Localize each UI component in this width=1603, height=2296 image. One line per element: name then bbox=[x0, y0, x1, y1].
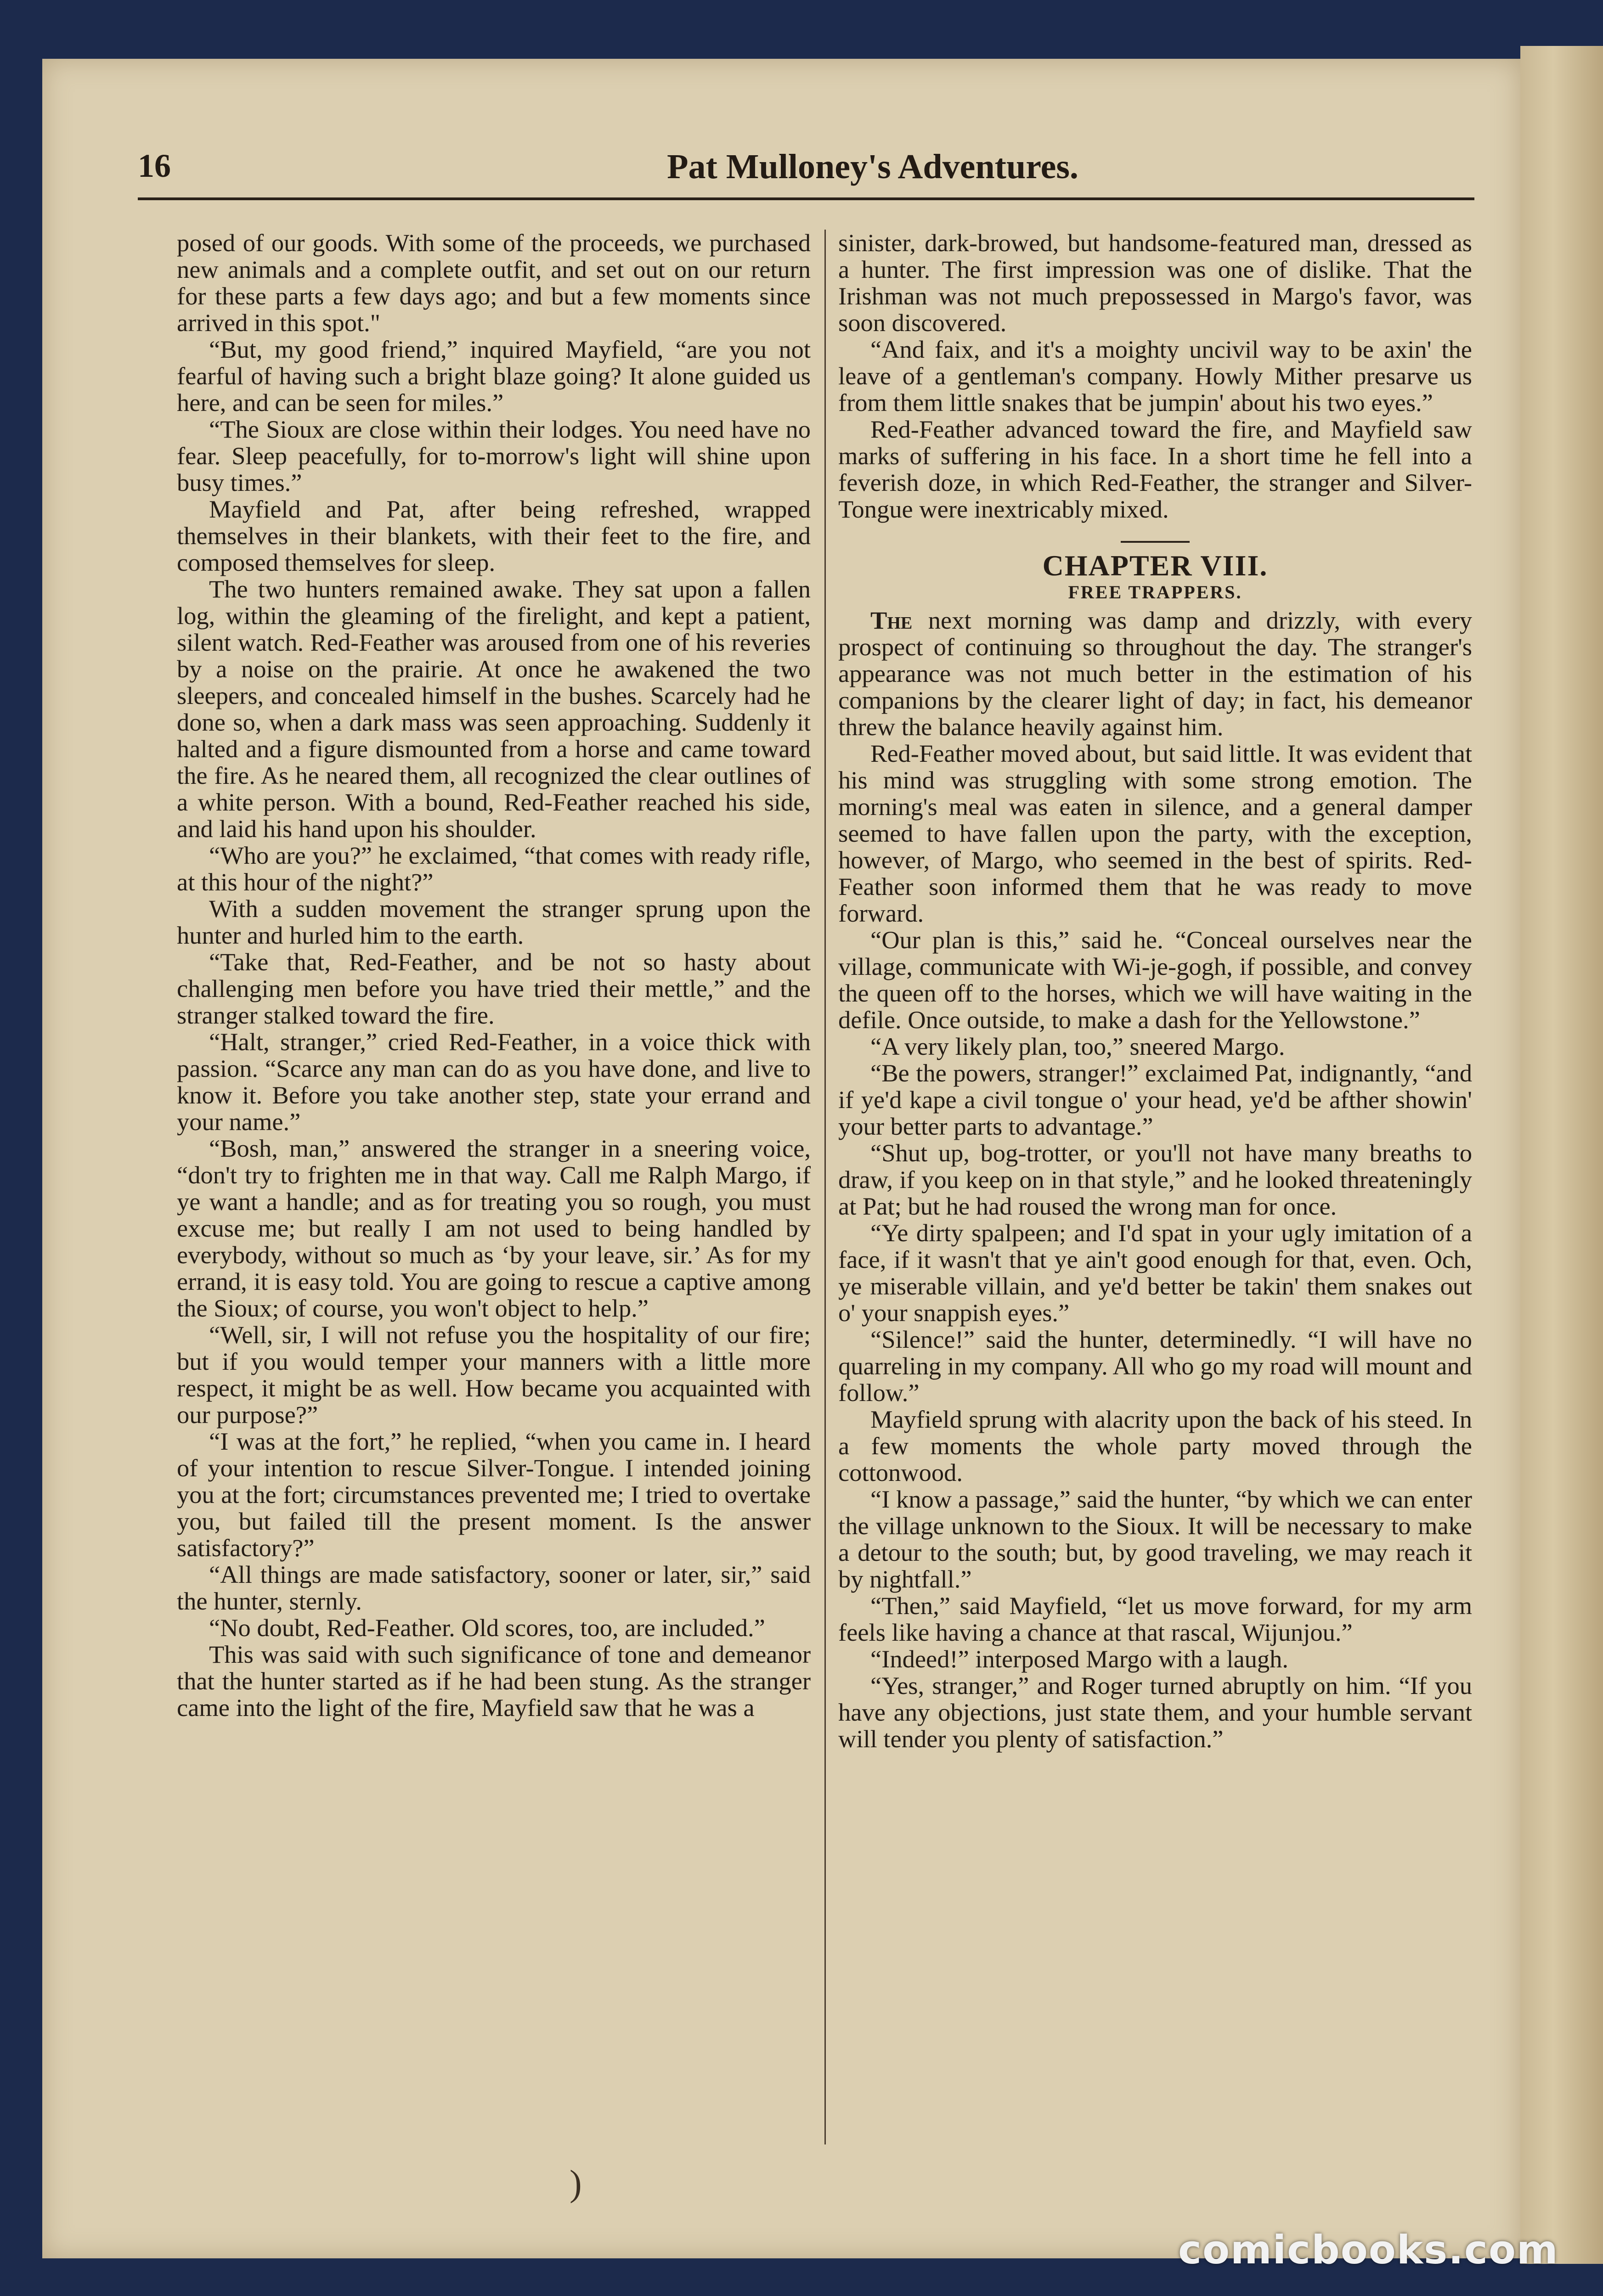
paragraph: With a sudden movement the stranger sprung upon the hunter and hurled him to the earth. bbox=[177, 895, 811, 949]
paragraph: “Silence!” said the hunter, determinedly. “I will have no quarreling in my company. All who go my road will mount and follow.” bbox=[838, 1325, 1472, 1407]
page-header bbox=[138, 92, 1470, 186]
paragraph: “Halt, stranger,” cried Red-Feather, in a voice thick with passion. “Scarce any man can do as you have done, and live to know it. Before you take another step, state your errand and your name.” bbox=[177, 1028, 811, 1136]
paragraph: “But, my good friend,” inquired Mayfield, “are you not fearful of having such a bright blaze going? It alone guided us here, and can be seen for miles.” bbox=[177, 335, 811, 416]
drop-word: The bbox=[870, 606, 913, 634]
paragraph: “Shut up, bog-trotter, or you'll not have many breaths to draw, if you keep on in that style,” and he looked threateningly at Pat; but he had roused the wrong man for once. bbox=[838, 1139, 1472, 1220]
paragraph: “Who are you?” he exclaimed, “that comes with ready rifle, at this hour of the night?” bbox=[177, 841, 811, 896]
paragraph: “Take that, Red-Feather, and be not so hasty about challenging men before you have tried their mettle,” and the stranger stalked toward the fire. bbox=[177, 948, 811, 1029]
chapter-title: CHAPTER VIII. bbox=[1042, 549, 1268, 582]
paragraph: “I was at the fort,” he replied, “when you came in. I heard of your intention to rescue Silver-Tongue. I intended joining you at the fort; circumstances prevented me; I tried to overtake you, but failed till the present moment. Is the answer satisfactory?” bbox=[177, 1427, 811, 1562]
paragraph: “Be the powers, stranger!” exclaimed Pat, indignantly, “and if ye'd kape a civil tongue o' your head, ye'd be afther showin' your better parts to advantage.” bbox=[838, 1059, 1472, 1140]
paragraph: posed of our goods. With some of the proceeds, we purchased new animals and a complete outfit, and set out on our return for these parts a few days ago; and but a few moments since arrived in this spot." bbox=[177, 229, 811, 337]
chapter-heading bbox=[838, 541, 1472, 603]
paragraph: Mayfield and Pat, after being refreshed, wrapped themselves in their blankets, with their feet to the fire, and composed themselves for sleep. bbox=[177, 495, 811, 576]
paragraph: sinister, dark-browed, but handsome-featured man, dressed as a hunter. The first impression was one of dislike. That the Irishman was not much prepossessed in Margo's favor, was soon discovered. bbox=[838, 229, 1472, 337]
left-column bbox=[177, 230, 811, 1721]
header-rule bbox=[138, 197, 1474, 200]
paragraph: “No doubt, Red-Feather. Old scores, too, are included.” bbox=[209, 1614, 765, 1642]
paragraph: “Then,” said Mayfield, “let us move forward, for my arm feels like having a chance at that rascal, Wijunjou.” bbox=[838, 1592, 1472, 1646]
opening-text: next morning was damp and drizzly, with every prospect of continuing so throughout the day. The stranger's appearance was not much better in the estimation of his companions by the clearer light of day; in fact, his demeanor threw the balance heavily against him. bbox=[838, 606, 1472, 741]
right-column bbox=[838, 230, 1472, 1752]
paragraph: “All things are made satisfactory, sooner or later, sir,” said the hunter, sternly. bbox=[177, 1560, 811, 1615]
chapter-opening-paragraph bbox=[838, 607, 1472, 740]
paragraph: “A very likely plan, too,” sneered Margo. bbox=[870, 1032, 1285, 1060]
watermark: comicbooks.com bbox=[1178, 2227, 1559, 2273]
paragraph: Red-Feather advanced toward the fire, and Mayfield saw marks of suffering in his face. In a short time he fell into a feverish doze, in which Red-Feather, the stranger and Silver-Tongue were inextricably mixed. bbox=[838, 415, 1472, 523]
paragraph: “Our plan is this,” said he. “Conceal ourselves near the village, communicate with Wi-je-gogh, if possible, and convey the queen off to the horses, which we will have waiting in the defile. Once outside, to make a dash for the Yellowstone.” bbox=[838, 926, 1472, 1034]
chapter-subtitle: FREE TRAPPERS. bbox=[1068, 582, 1242, 602]
footer-mark: ) bbox=[570, 2163, 582, 2204]
paragraph: Red-Feather moved about, but said little. It was evident that his mind was struggling with some strong emotion. The morning's meal was eaten in silence, and a general damper seemed to have fallen upon the party, with the exception, however, of Margo, who seemed in the best of spirits. Red-Feather soon informed them that he was ready to move forward. bbox=[838, 739, 1472, 927]
running-title: Pat Mulloney's Adventures. bbox=[667, 147, 1078, 186]
paragraph: The two hunters remained awake. They sat upon a fallen log, within the gleaming of the firelight, and kept a patient, silent watch. Red-Feather was aroused from one of his reveries by a noise on the prairie. At once he awakened the two sleepers, and concealed himself in the bushes. Scarcely had he done so, when a dark mass was seen approaching. Suddenly it halted and a figure dismounted from a horse and came toward the fire. As he neared them, all recognized the clear outlines of a white person. With a bound, Red-Feather reached his side, and laid his hand upon his shoulder. bbox=[177, 575, 811, 843]
paragraph: “I know a passage,” said the hunter, “by which we can enter the village unknown to the Sioux. It will be necessary to make a detour to the south; but, by good traveling, we may reach it by nightfall.” bbox=[838, 1485, 1472, 1593]
paragraph: “Yes, stranger,” and Roger turned abruptly on him. “If you have any objections, just state them, and your humble servant will tender you plenty of satisfaction.” bbox=[838, 1671, 1472, 1753]
adjacent-page-edge bbox=[1520, 46, 1603, 2264]
paragraph: “Indeed!” interposed Margo with a laugh. bbox=[870, 1645, 1289, 1673]
paragraph: “Bosh, man,” answered the stranger in a sneering voice, “don't try to frighten me in that way. Call me Ralph Margo, if ye want a handle; and as for treating you so rough, you must excuse me; but really I am not used to being handled by everybody, without so much as ‘by your leave, sir.’ As for my errand, it is easy told. You are going to rescue a captive among the Sioux; of course, you won't object to help.” bbox=[177, 1134, 811, 1322]
chapter-rule bbox=[1121, 541, 1190, 543]
paragraph: “The Sioux are close within their lodges. You need have no fear. Sleep peacefully, for to-morrow's light will shine upon busy times.” bbox=[177, 415, 811, 496]
paragraph: Mayfield sprung with alacrity upon the back of his steed. In a few moments the whole party moved through the cottonwood. bbox=[838, 1405, 1472, 1486]
paragraph: “Well, sir, I will not refuse you the hospitality of our fire; but if you would temper your manners with a little more respect, it might be as well. How became you acquainted with our purpose?” bbox=[177, 1321, 811, 1429]
page-number: 16 bbox=[138, 147, 171, 184]
paragraph: “And faix, and it's a moighty uncivil way to be axin' the leave of a gentleman's company. Howly Mither presarve us from them little snakes that be jumpin' about his two eyes.” bbox=[838, 335, 1472, 416]
paragraph: This was said with such significance of tone and demeanor that the hunter started as if he had been stung. As the stranger came into the light of the fire, Mayfield saw that he was a bbox=[177, 1640, 811, 1722]
paragraph: “Ye dirty spalpeen; and I'd spat in your ugly imitation of a face, if it wasn't that ye ain't good enough for that, even. Och, ye miserable villain, and ye'd better be takin' them snakes out o' your snappish eyes.” bbox=[838, 1219, 1472, 1327]
column-divider bbox=[824, 230, 826, 2144]
